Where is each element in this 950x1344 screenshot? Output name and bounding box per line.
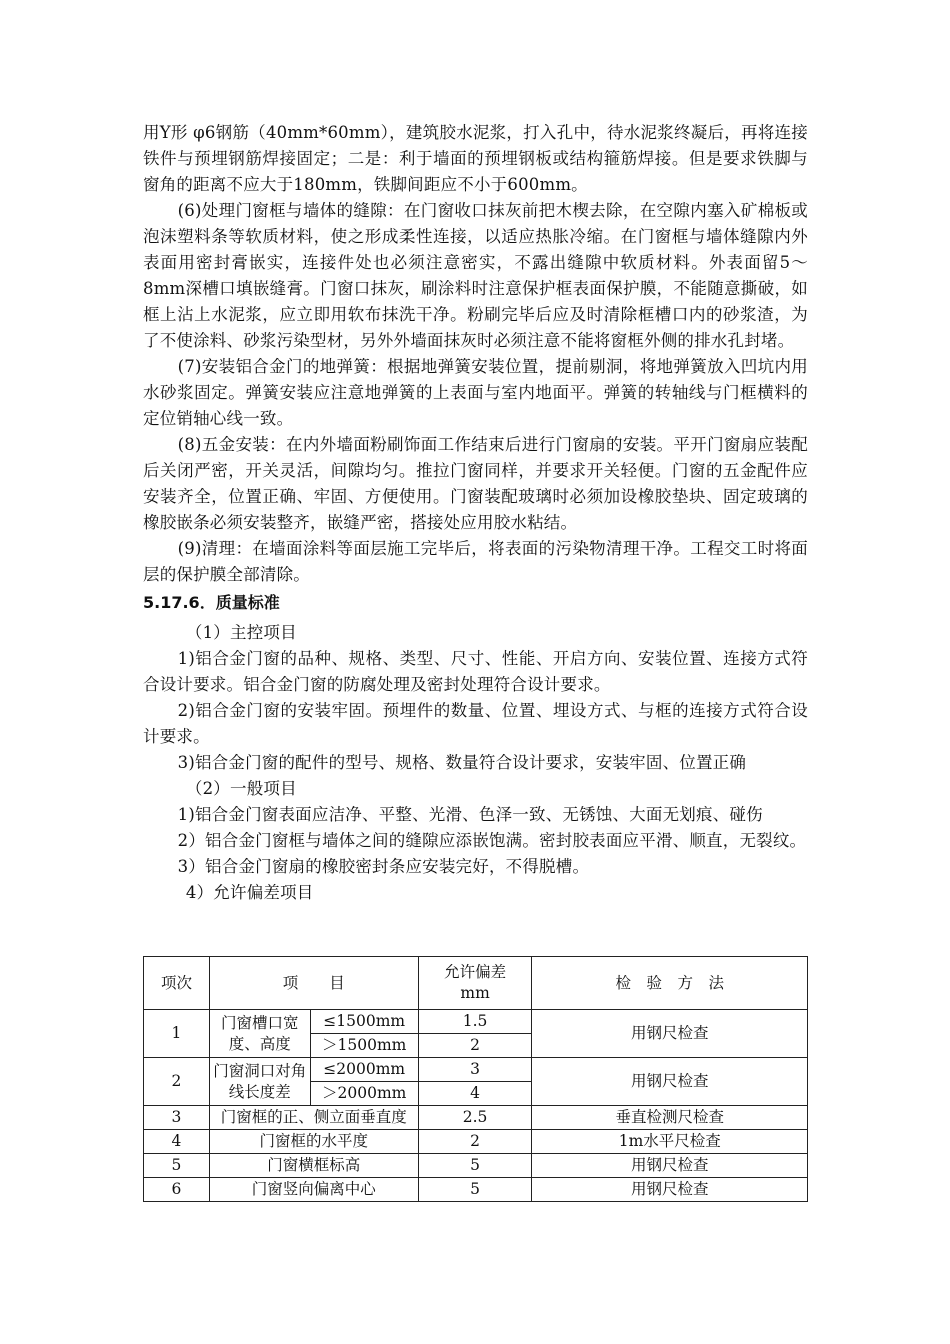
paragraph-continuation: 用Y形 φ6钢筋（40mm*60mm），建筑胶水泥浆，打入孔中，待水泥浆终凝后，再将连接铁件与预埋钢筋焊接固定；二是：利于墙面的预埋钢板或结构箍筋焊接。但是要求铁脚与窗角的距离不应大于180mm，铁脚间距应不小于600mm。: [143, 123, 808, 194]
row-no: 3: [144, 1106, 210, 1130]
row-no: 1: [144, 1010, 210, 1058]
header-method: 检 验 方 法: [532, 957, 808, 1010]
table-row: [144, 1058, 808, 1082]
paragraph-item-9: (9)清理：在墙面涂料等面层施工完毕后，将表面的污染物清理干净。工程交工时将面层的保护膜全部清除。: [143, 539, 808, 584]
table-row: [144, 1130, 808, 1154]
row-subitem: ≤2000mm: [310, 1058, 418, 1082]
main-items-title: （1）主控项目: [185, 623, 297, 642]
row-item: 门窗竖向偏离中心: [209, 1178, 418, 1202]
table-row: [144, 1178, 808, 1202]
row-no: 6: [144, 1178, 210, 1202]
row-deviation: 2.5: [418, 1106, 532, 1130]
row-method: 垂直检测尺检查: [532, 1106, 808, 1130]
tolerance-title: 4）允许偏差项目: [185, 883, 314, 902]
row-item: 门窗横框标高: [209, 1154, 418, 1178]
row-subitem: ≤1500mm: [310, 1010, 418, 1034]
header-no: 项次: [144, 957, 210, 1010]
main-item-1: 1)铝合金门窗的品种、规格、类型、尺寸、性能、开启方向、安装位置、连接方式符合设计要求。铝合金门窗的防腐处理及密封处理符合设计要求。: [143, 649, 808, 694]
table-row: [144, 1154, 808, 1178]
row-no: 5: [144, 1154, 210, 1178]
row-item: 门窗框的正、侧立面垂直度: [209, 1106, 418, 1130]
row-no: 2: [144, 1058, 210, 1106]
row-method: 用钢尺检查: [532, 1058, 808, 1106]
table-row: [144, 1010, 808, 1034]
general-item-1: 1)铝合金门窗表面应洁净、平整、光滑、色泽一致、无锈蚀、大面无划痕、碰伤: [177, 805, 763, 824]
document-body: [143, 120, 808, 906]
general-item-2: 2）铝合金门窗框与墙体之间的缝隙应添嵌饱满。密封胶表面应平滑、顺直，无裂纹。: [177, 831, 807, 850]
row-deviation: 2: [418, 1034, 532, 1058]
row-deviation: 3: [418, 1058, 532, 1082]
row-item: 门窗框的水平度: [209, 1130, 418, 1154]
tolerance-table: [143, 956, 808, 1202]
row-method: 1m水平尺检查: [532, 1130, 808, 1154]
row-deviation: 5: [418, 1178, 532, 1202]
paragraph-item-6: (6)处理门窗框与墙体的缝隙：在门窗收口抹灰前把木楔去除，在空隙内塞入矿棉板或泡沫塑料条等软质材料，使之形成柔性连接，以适应热胀冷缩。在门窗框与墙体缝隙内外表面用密封膏嵌实，连接件处也必须注意密实，不露出缝隙中软质材料。外表面留5～8mm深槽口填嵌缝膏。门窗口抹灰，刷涂料时注意保护框表面保护膜，不能随意撕破，如框上沾上水泥浆，应立即用软布抹洗干净。粉刷完毕后应及时清除框槽口内的砂浆渣，为了不使涂料、砂浆污染型材，另外外墙面抹灰时必须注意不能将窗框外侧的排水孔封堵。: [143, 201, 808, 350]
header-item: 项 目: [209, 957, 418, 1010]
row-deviation: 1.5: [418, 1010, 532, 1034]
row-method: 用钢尺检查: [532, 1154, 808, 1178]
row-deviation: 2: [418, 1130, 532, 1154]
row-subitem: ＞2000mm: [310, 1082, 418, 1106]
row-item: 门窗洞口对角线长度差: [209, 1058, 310, 1106]
main-item-3: 3)铝合金门窗的配件的型号、规格、数量符合设计要求，安装牢固、位置正确: [177, 753, 747, 772]
row-item: 门窗槽口宽度、高度: [209, 1010, 310, 1058]
paragraph-item-8: (8)五金安装：在内外墙面粉刷饰面工作结束后进行门窗扇的安装。平开门窗扇应装配后关闭严密，开关灵活，间隙均匀。推拉门窗同样，并要求开关轻便。门窗的五金配件应安装齐全，位置正确、牢固、方便使用。门窗装配玻璃时必须加设橡胶垫块、固定玻璃的橡胶嵌条必须安装整齐，嵌缝严密，搭接处应用胶水粘结。: [143, 435, 808, 532]
row-deviation: 4: [418, 1082, 532, 1106]
general-items-title: （2）一般项目: [185, 779, 297, 798]
table-row: [144, 1106, 808, 1130]
row-no: 4: [144, 1130, 210, 1154]
general-item-3: 3）铝合金门窗扇的橡胶密封条应安装完好，不得脱槽。: [177, 857, 590, 876]
table-header-row: [144, 957, 808, 1010]
section-heading: 5.17.6．质量标准: [143, 593, 280, 612]
row-subitem: ＞1500mm: [310, 1034, 418, 1058]
header-deviation: 允许偏差 mm: [418, 957, 532, 1010]
row-method: 用钢尺检查: [532, 1178, 808, 1202]
row-method: 用钢尺检查: [532, 1010, 808, 1058]
paragraph-item-7: (7)安装铝合金门的地弹簧：根据地弹簧安装位置，提前剔洞，将地弹簧放入凹坑内用水砂浆固定。弹簧安装应注意地弹簧的上表面与室内地面平。弹簧的转轴线与门框横料的定位销轴心线一致。: [143, 357, 808, 428]
row-deviation: 5: [418, 1154, 532, 1178]
main-item-2: 2)铝合金门窗的安装牢固。预埋件的数量、位置、埋设方式、与框的连接方式符合设计要求。: [143, 701, 808, 746]
